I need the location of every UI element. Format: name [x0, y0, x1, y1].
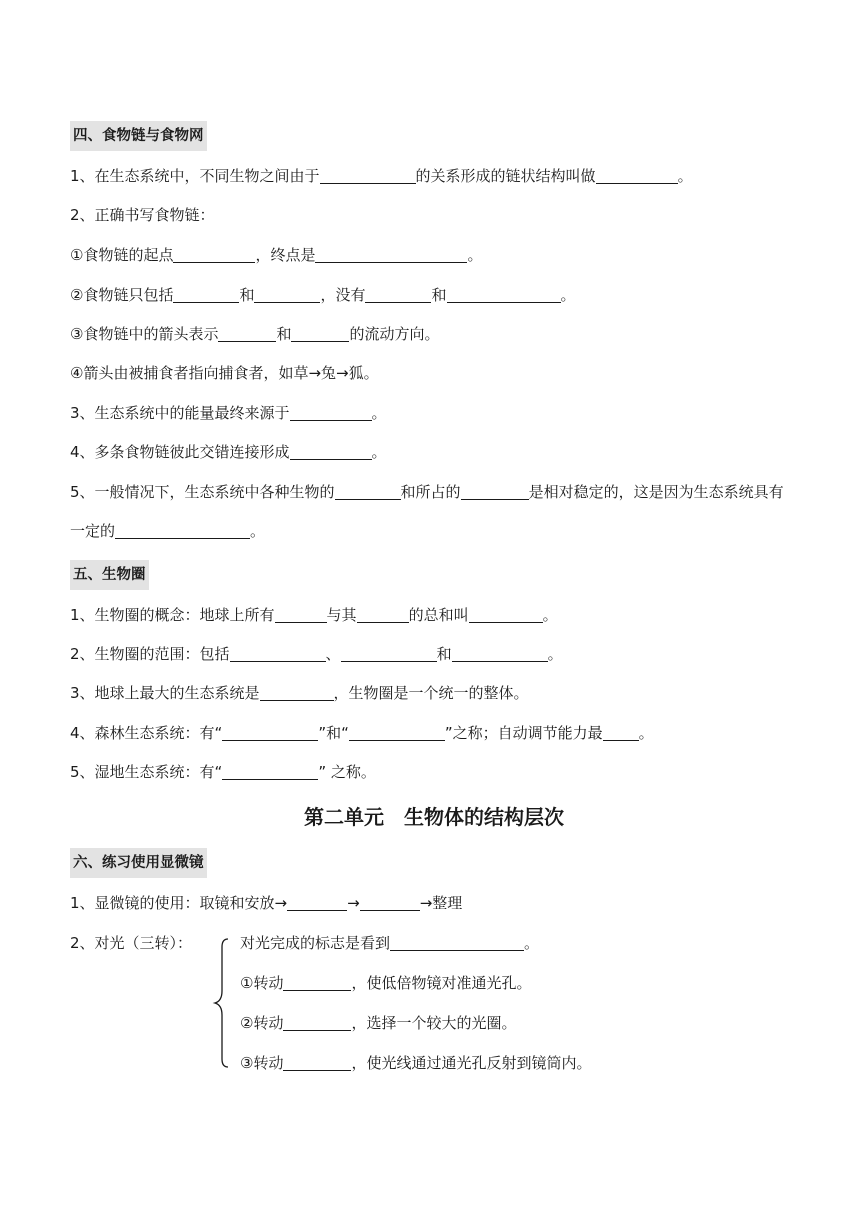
answer-blank[interactable]	[335, 483, 401, 500]
unit-number: 第二单元	[304, 805, 384, 829]
answer-blank[interactable]	[254, 286, 320, 303]
question-2-2: ②食物链只包括 和 ，没有 和 。	[70, 286, 576, 304]
question-2-3: ③食物链中的箭头表示 和 的流动方向。	[70, 325, 440, 343]
brace-item-0: 对光完成的标志是看到 。	[240, 934, 540, 952]
question-1: 1、在生态系统中，不同生物之间由于 的关系形成的链状结构叫做 。	[70, 167, 693, 185]
answer-blank[interactable]	[390, 934, 524, 951]
question-4: 4、多条食物链彼此交错连接形成 。	[70, 443, 387, 461]
answer-blank[interactable]	[596, 167, 678, 184]
answer-blank[interactable]	[275, 606, 327, 623]
answer-blank[interactable]	[173, 246, 255, 263]
brace-item-3: ③转动 ，使光线通过通光孔反射到镜筒内。	[240, 1054, 592, 1072]
answer-blank[interactable]	[290, 443, 372, 460]
bio-question-2: 2、生物圈的范围：包括 、 和 。	[70, 645, 563, 663]
answer-blank[interactable]	[469, 606, 543, 623]
question-2-4: ④箭头由被捕食者指向捕食者，如草→兔→狐。	[70, 364, 379, 382]
question-2: 2、正确书写食物链：	[70, 206, 215, 224]
section-heading-biosphere: 五、生物圈	[70, 560, 149, 590]
question-3: 3、生态系统中的能量最终来源于 。	[70, 404, 387, 422]
answer-blank[interactable]	[315, 246, 467, 263]
answer-blank[interactable]	[360, 894, 420, 911]
bio-question-5: 5、湿地生态系统：有“ ” 之称。	[70, 763, 376, 781]
answer-blank[interactable]	[357, 606, 409, 623]
micro-question-1: 1、显微镜的使用：取镜和安放→ → →整理	[70, 894, 463, 912]
question-5-continued: 一定的 。	[70, 522, 266, 540]
unit-title	[0, 804, 868, 830]
answer-blank[interactable]	[447, 286, 561, 303]
section-heading-food-chain: 四、食物链与食物网	[70, 121, 207, 151]
answer-blank[interactable]	[320, 167, 416, 184]
answer-blank[interactable]	[218, 325, 276, 342]
bio-question-4: 4、森林生态系统：有“ ”和“ ”之称；自动调节能力最 。	[70, 724, 654, 742]
bio-question-1: 1、生物圈的概念：地球上所有 与其 的总和叫 。	[70, 606, 558, 624]
answer-blank[interactable]	[230, 645, 326, 662]
answer-blank[interactable]	[260, 684, 334, 701]
answer-blank[interactable]	[291, 325, 349, 342]
bio-question-3: 3、地球上最大的生态系统是 ，生物圈是一个统一的整体。	[70, 684, 529, 702]
answer-blank[interactable]	[283, 974, 351, 991]
answer-blank[interactable]	[173, 286, 239, 303]
answer-blank[interactable]	[283, 1054, 351, 1071]
brace-item-2: ②转动 ，选择一个较大的光圈。	[240, 1014, 517, 1032]
answer-blank[interactable]	[283, 1014, 351, 1031]
answer-blank[interactable]	[290, 404, 372, 421]
question-2-1: ①食物链的起点 ，终点是 。	[70, 246, 483, 264]
section-heading-microscope: 六、练习使用显微镜	[70, 848, 207, 878]
answer-blank[interactable]	[222, 724, 318, 741]
answer-blank[interactable]	[349, 724, 445, 741]
curly-brace-icon	[210, 935, 232, 1071]
answer-blank[interactable]	[461, 483, 529, 500]
micro-question-2: 2、对光（三转）：	[70, 934, 193, 952]
answer-blank[interactable]	[452, 645, 548, 662]
brace-item-1: ①转动 ，使低倍物镜对准通光孔。	[240, 974, 532, 992]
answer-blank[interactable]	[287, 894, 347, 911]
answer-blank[interactable]	[222, 763, 318, 780]
answer-blank[interactable]	[603, 724, 639, 741]
answer-blank[interactable]	[115, 522, 250, 539]
question-5: 5、一般情况下，生态系统中各种生物的 和所占的 是相对稳定的，这是因为生态系统具有	[70, 483, 784, 501]
answer-blank[interactable]	[365, 286, 431, 303]
unit-name: 生物体的结构层次	[404, 805, 564, 829]
answer-blank[interactable]	[341, 645, 437, 662]
